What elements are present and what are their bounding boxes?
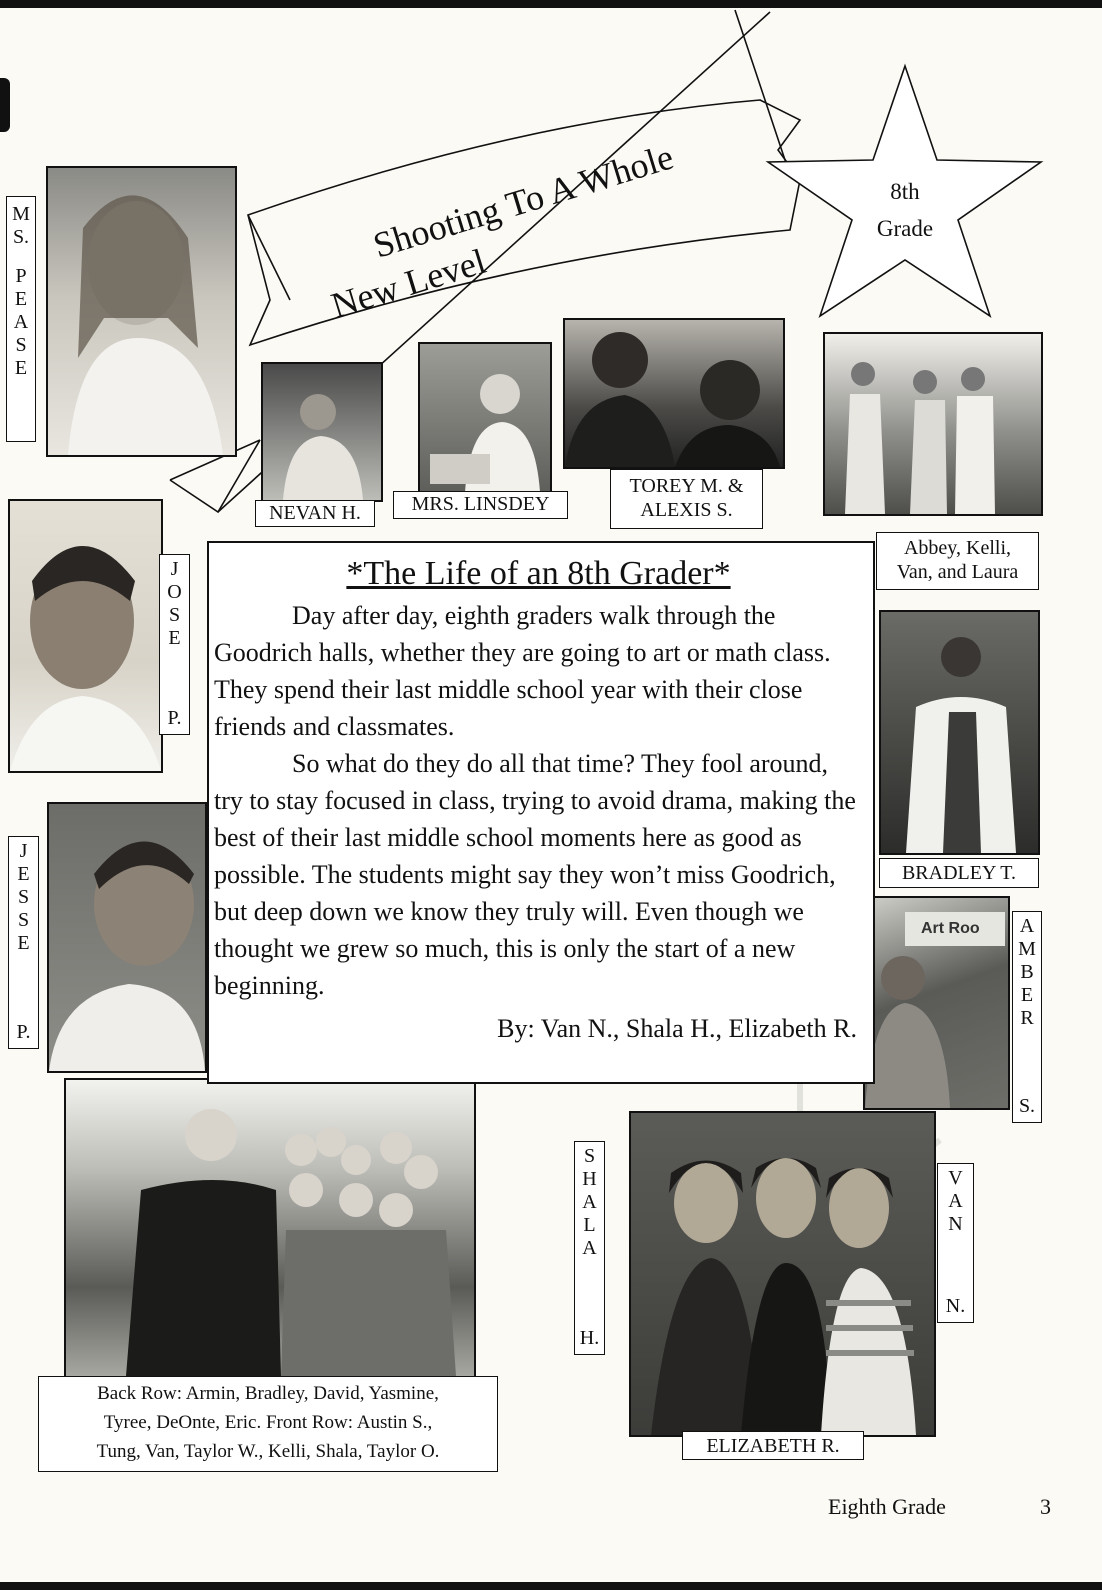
article-paragraph-2: So what do they do all that time? They fool around, try to stay focused in class, trying to avoid drama, making the best of their last middle school moments here as good as possible. The students might say they won’t miss Goodrich, but deep down we know they truly will. Even though we thought we grew so much, this is only the start of a new beginning. — [214, 749, 856, 1000]
label-elizabeth: ELIZABETH R. — [682, 1431, 864, 1460]
photo-mrs-linsdey — [418, 342, 552, 494]
label-jesse-char: P. — [16, 1021, 31, 1043]
label-jesse-char: S — [17, 886, 30, 908]
photo-bradley — [879, 610, 1040, 855]
label-shala — [574, 1141, 605, 1355]
label-torey-alexis — [610, 469, 763, 529]
label-jesse — [8, 836, 39, 1049]
art-room-sign-text: Art Roo — [921, 920, 980, 937]
label-jose — [159, 554, 190, 735]
label-abbey-group-line: Abbey, Kelli, — [903, 537, 1011, 559]
photo-abbey-group — [823, 332, 1043, 516]
label-ms-pease — [6, 196, 36, 442]
label-amber-char: S. — [1018, 1095, 1036, 1117]
label-shala-char: A — [582, 1191, 597, 1213]
label-ms-pease-char: P — [15, 265, 27, 287]
label-abbey-group-line: Van, and Laura — [896, 561, 1019, 583]
label-van — [937, 1163, 974, 1323]
photo-jesse — [47, 802, 207, 1073]
article-box — [207, 541, 875, 1084]
label-ms-pease-char: S — [15, 334, 27, 356]
label-mrs-linsdey: MRS. LINSDEY — [393, 491, 568, 519]
banner-line-1: Shooting To A Whole — [368, 136, 678, 266]
label-ms-pease-char: A — [13, 311, 29, 333]
label-nevan: NEVAN H. — [255, 500, 375, 527]
article-paragraph-1: Day after day, eighth graders walk through the Goodrich halls, whether they are going to art or math class. They spend their last middle school year with their close friends and classmates. — [214, 601, 831, 741]
article-byline: By: Van N., Shala H., Elizabeth R. — [497, 1014, 857, 1043]
label-jesse-char: E — [17, 863, 30, 885]
label-jose-char: J — [170, 558, 179, 580]
article-title — [214, 551, 863, 597]
label-shala-char: H. — [579, 1327, 600, 1349]
label-amber-char: A — [1019, 915, 1035, 937]
label-amber — [1012, 911, 1042, 1123]
photo-nevan — [261, 362, 383, 502]
star-text-line-2: Grade — [876, 216, 934, 241]
label-jose-char: P. — [167, 707, 182, 729]
footer-section-name: Eighth Grade — [828, 1494, 946, 1519]
photo-amber — [863, 896, 1010, 1110]
label-shala-char: H — [582, 1168, 597, 1190]
label-van-char: N — [948, 1213, 963, 1235]
label-jesse-char: S — [17, 909, 30, 931]
label-van-char: N. — [945, 1295, 966, 1317]
label-amber-char: E — [1020, 984, 1034, 1006]
label-jesse-char: J — [19, 840, 28, 862]
label-jose-char: S — [168, 604, 181, 626]
page-number: 3 — [1040, 1494, 1051, 1519]
group-photo-caption — [38, 1376, 498, 1472]
photo-torey-alexis — [563, 318, 785, 469]
group-caption-line: Back Row: Armin, Bradley, David, Yasmine, — [97, 1383, 439, 1404]
label-ms-pease-char: M — [12, 203, 30, 225]
label-van-char: V — [948, 1167, 963, 1189]
label-shala-char: S — [583, 1145, 596, 1167]
banner-line-2: New Level — [326, 240, 491, 326]
banner-text — [327, 136, 678, 325]
photo-shala-elizabeth-van — [629, 1111, 936, 1437]
group-caption-line: Tyree, DeOnte, Eric. Front Row: Austin S., — [103, 1412, 433, 1433]
label-torey-alexis-line: TOREY M. & — [629, 475, 744, 497]
label-ms-pease-char: S. — [12, 226, 30, 248]
label-ms-pease-char: E — [14, 288, 28, 310]
photo-group — [64, 1078, 476, 1378]
article-title-text: *The Life of an 8th Grader* — [346, 555, 731, 592]
group-caption-line: Tung, Van, Taylor W., Kelli, Shala, Taylor O. — [96, 1441, 440, 1462]
photo-ms-pease — [46, 166, 237, 457]
label-shala-char: A — [582, 1237, 597, 1259]
label-abbey-group — [876, 532, 1039, 590]
label-amber-char: B — [1020, 961, 1034, 983]
label-torey-alexis-line: ALEXIS S. — [640, 499, 733, 521]
label-bradley: BRADLEY T. — [879, 858, 1039, 888]
label-amber-char: R — [1020, 1007, 1034, 1029]
label-jose-char: O — [167, 581, 182, 603]
photo-jose — [8, 499, 163, 773]
label-shala-char: L — [583, 1214, 596, 1236]
label-ms-pease-char: E — [14, 357, 28, 379]
label-jose-char: E — [168, 627, 181, 649]
label-van-char: A — [948, 1190, 963, 1212]
label-jesse-char: E — [17, 932, 30, 954]
star-text-line-1: 8th — [890, 179, 920, 204]
label-amber-char: M — [1018, 938, 1036, 960]
